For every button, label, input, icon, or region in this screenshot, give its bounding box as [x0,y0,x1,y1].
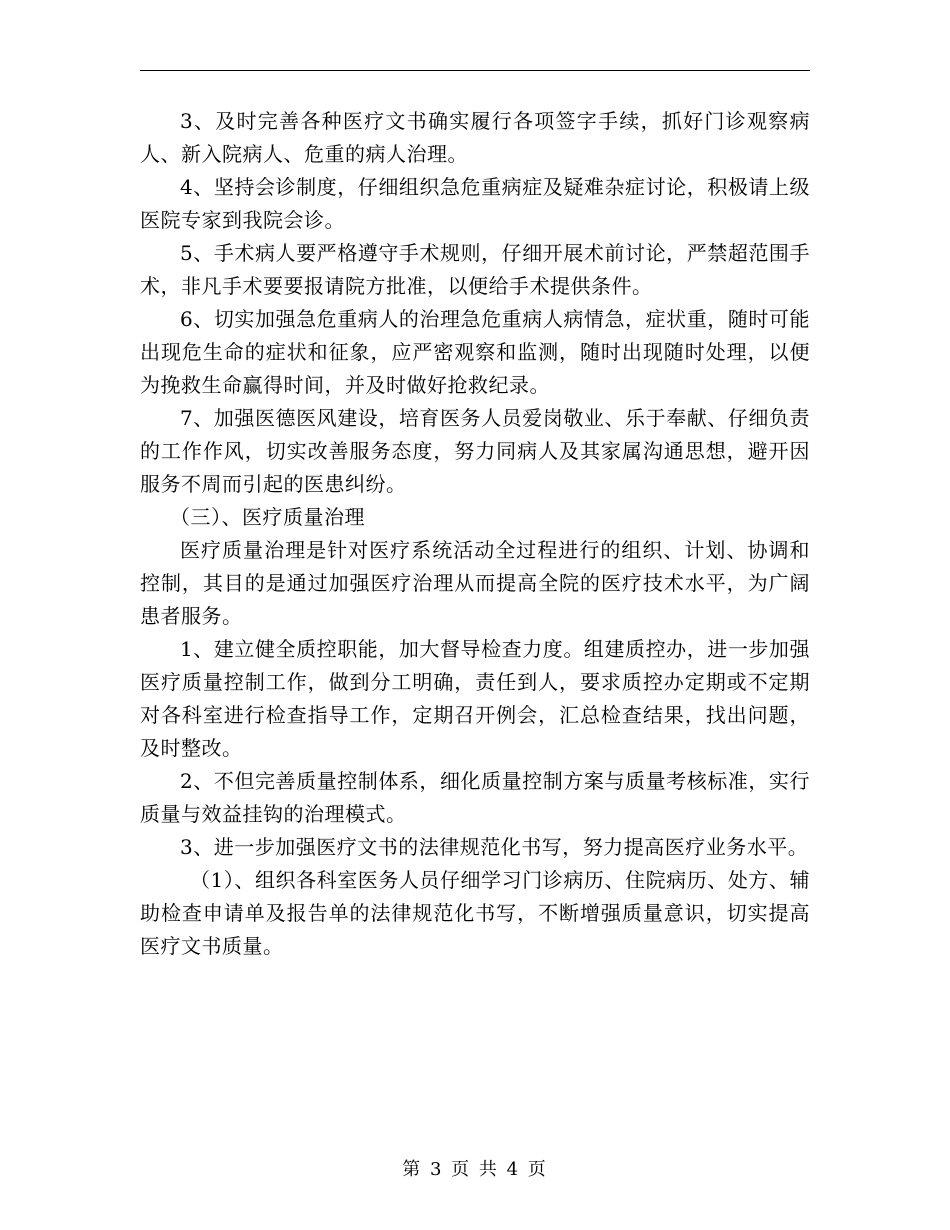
paragraph-item-5: 5、手术病人要严格遵守手术规则，仔细开展术前讨论，严禁超范围手术，非凡手术要要报请院方批准，以便给手术提供条件。 [140,241,810,298]
section-intro-paragraph: 医疗质量治理是针对医疗系统活动全过程进行的组织、计划、协调和控制，其目的是通过加强医疗治理从而提高全院的医疗技术水平，为广阔患者服务。 [140,538,810,628]
quality-item-3: 3、进一步加强医疗文书的法律规范化书写，努力提高医疗业务水平。 [180,835,809,859]
page-number-footer: 第 3 页 共 4 页 [402,1159,548,1180]
paragraph-item-6: 6、切实加强急危重病人的治理急危重病人病情急，症状重，随时可能出现危生命的症状和征象，应严密观察和监测，随时出现随时处理，以便为挽救生命赢得时间，并及时做好抢救纪录。 [140,307,810,397]
quality-item-2: 2、不但完善质量控制体系，细化质量控制方案与质量考核标准，实行质量与效益挂钩的治理模式。 [140,769,810,826]
paragraph-item-7: 7、加强医德医风建设，培育医务人员爱岗敬业、乐于奉献、仔细负责的工作作风，切实改善服务态度，努力同病人及其家属沟通思想，避开因服务不周而引起的医患纠纷。 [140,406,810,496]
quality-subitem-1: （1）、组织各科室医务人员仔细学习门诊病历、住院病历、处方、辅助检查申请单及报告单的法律规范化书写，不断增强质量意识，切实提高医疗文书质量。 [140,868,810,958]
document-body [140,105,810,963]
section-heading-3: （三）、医疗质量治理 [170,505,365,529]
header-rule [140,70,810,71]
quality-item-1: 1、建立健全质控职能，加大督导检查力度。组建质控办，进一步加强医疗质量控制工作，做到分工明确，责任到人，要求质控办定期或不定期对各科室进行检查指导工作，定期召开例会，汇总检查结果，找出问题，及时整改。 [140,637,810,760]
paragraph-item-4: 4、坚持会诊制度，仔细组织急危重病症及疑难杂症讨论，积极请上级医院专家到我院会诊。 [140,175,810,232]
paragraph-item-3: 3、及时完善各种医疗文书确实履行各项签字手续，抓好门诊观察病人、新入院病人、危重的病人治理。 [140,109,810,166]
